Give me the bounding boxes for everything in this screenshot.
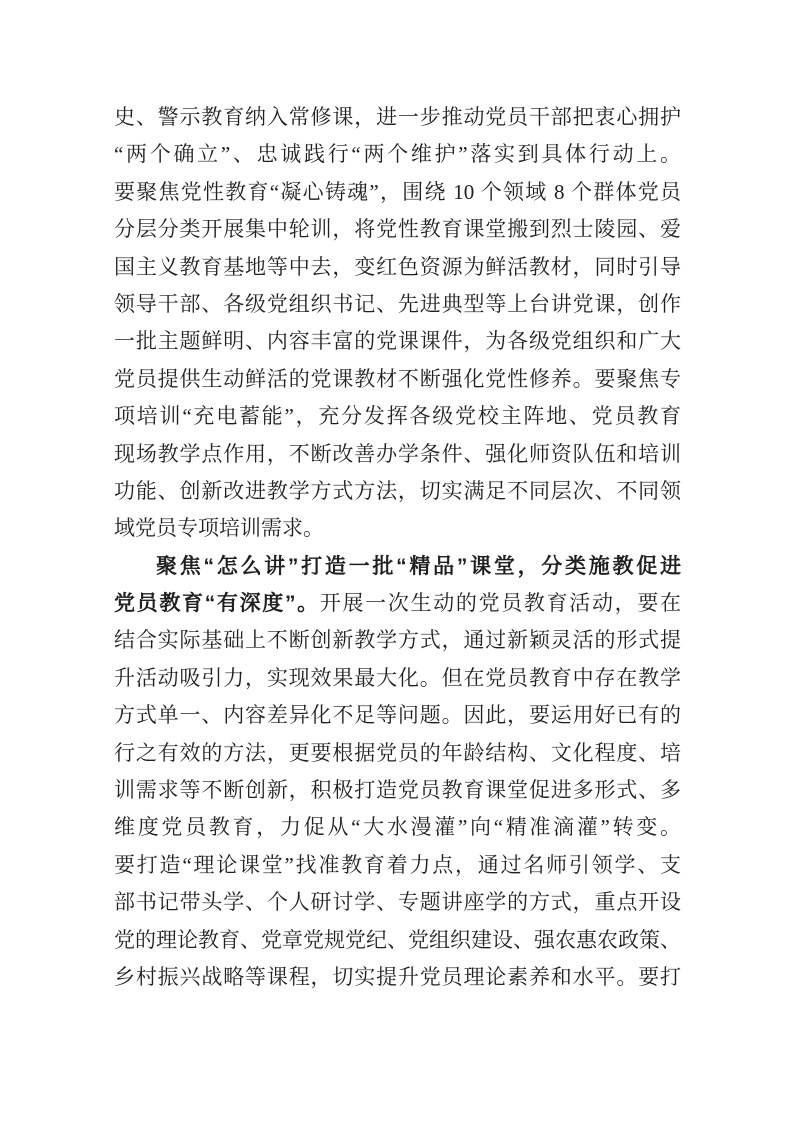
text-line: 域党员专项培训需求。 bbox=[114, 516, 324, 541]
text-line: 领导干部、各级党组织书记、先进典型等上台讲党课，创作 bbox=[114, 291, 681, 316]
text-line: 行之有效的方法，更要根据党员的年龄结构、文化程度、培 bbox=[114, 740, 681, 765]
paragraph-lead-bold: 聚焦“怎么讲”打造一批“精品”课堂，分类施教促进 bbox=[156, 554, 681, 578]
text-line: 部书记带头学、个人研讨学、专题讲座学的方式，重点开设 bbox=[114, 890, 681, 915]
text-line: 方式单一、内容差异化不足等问题。因此，要运用好已有的 bbox=[114, 703, 681, 728]
text-line: 维度党员教育，力促从“大水漫灌”向“精准滴灌”转变。 bbox=[114, 815, 681, 840]
text-line: 一批主题鲜明、内容丰富的党课课件，为各级党组织和广大 bbox=[114, 329, 681, 354]
text-line: 训需求等不断创新，积极打造党员教育课堂促进多形式、多 bbox=[114, 778, 681, 803]
text-line: 乡村振兴战略等课程，切实提升党员理论素养和水平。要打 bbox=[114, 964, 681, 989]
text-line: 要聚焦党性教育“凝心铸魂”，围绕 10 个领域 8 个群体党员 bbox=[114, 179, 681, 204]
text-line: 现场教学点作用，不断改善办学条件、强化师资队伍和培训 bbox=[114, 441, 681, 466]
text-line: 国主义教育基地等中去，变红色资源为鲜活教材，同时引导 bbox=[114, 254, 681, 279]
text-line bbox=[114, 548, 681, 585]
document-body bbox=[114, 99, 681, 996]
text-line: 要打造“理论课堂”找准教育着力点，通过名师引领学、支 bbox=[114, 852, 681, 877]
paragraph-lead-bold: 党员教育“有深度”。 bbox=[114, 592, 320, 616]
paragraph-2 bbox=[114, 548, 681, 997]
paragraph-1 bbox=[114, 99, 681, 548]
text-line: 党的理论教育、党章党规党纪、党组织建设、强农惠农政策、 bbox=[114, 927, 681, 952]
text-line: 分层分类开展集中轮训，将党性教育课堂搬到烈士陵园、爱 bbox=[114, 217, 681, 242]
text-line: 项培训“充电蓄能”，充分发挥各级党校主阵地、党员教育 bbox=[114, 404, 681, 429]
text-line: 结合实际基础上不断创新教学方式，通过新颖灵活的形式提 bbox=[114, 628, 681, 653]
text-line: 升活动吸引力，实现效果最大化。但在党员教育中存在教学 bbox=[114, 665, 681, 690]
paragraph-text: 开展一次生动的党员教育活动，要在 bbox=[319, 591, 681, 616]
text-line: 功能、创新改进教学方式方法，切实满足不同层次、不同领 bbox=[114, 478, 681, 503]
text-line: 史、警示教育纳入常修课，进一步推动党员干部把衷心拥护 bbox=[114, 105, 681, 129]
text-line bbox=[114, 585, 681, 622]
text-line: 党员提供生动鲜活的党课教材不断强化党性修养。要聚焦专 bbox=[114, 366, 681, 391]
text-line: “两个确立”、忠诚践行“两个维护”落实到具体行动上。 bbox=[114, 142, 681, 167]
